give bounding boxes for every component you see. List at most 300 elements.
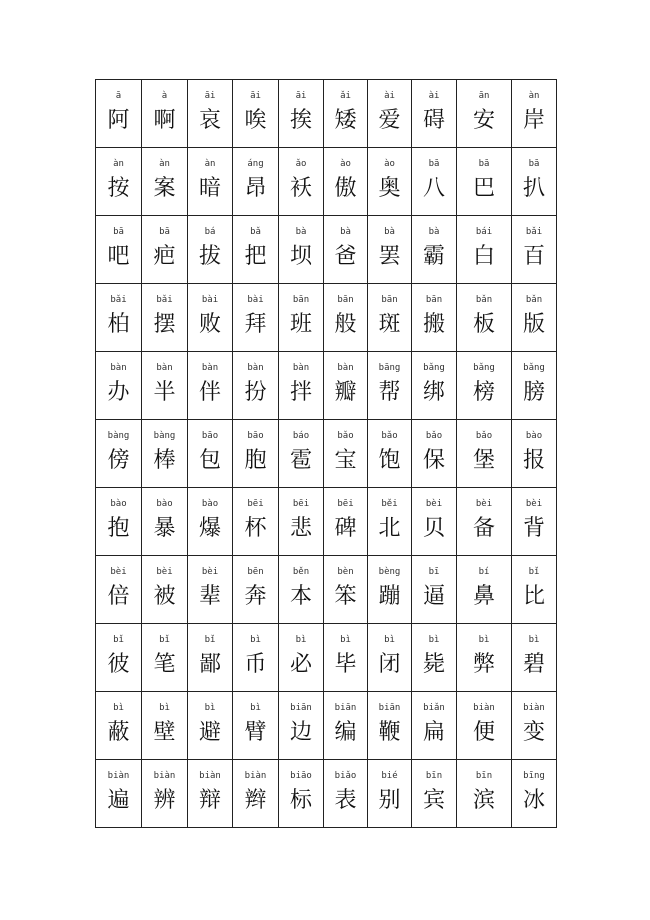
character-cell [142,624,188,692]
character-cell [188,352,233,420]
character-cell [142,692,188,760]
pinyin-label: bà [384,227,395,237]
character-cell [279,216,324,284]
character-cell [142,352,188,420]
character-cell [512,352,557,420]
character-cell [233,216,279,284]
pinyin-label: āi [295,91,307,101]
pinyin-label: ài [384,91,395,101]
pinyin-label: bàn [201,363,219,373]
character-cell [324,488,368,556]
pinyin-label: bā [113,227,124,237]
hanzi-character: 毙 [422,652,445,677]
character-cell [279,420,324,488]
pinyin-label: bǎng [423,363,445,373]
character-cell [324,80,368,148]
hanzi-character: 包 [198,448,221,473]
hanzi-character: 贝 [422,516,445,541]
pinyin-label: biàn [153,771,176,781]
pinyin-label: bā [428,159,440,169]
character-cell [233,760,279,828]
hanzi-character: 摆 [153,312,176,337]
pinyin-label: biàn [199,771,221,781]
character-cell [412,692,457,760]
character-cell [512,284,557,352]
character-cell [96,556,142,624]
table-row [96,420,557,488]
character-cell [324,352,368,420]
character-cell [512,420,557,488]
character-cell [457,148,512,216]
pinyin-label: bì [295,635,307,645]
hanzi-character: 八 [422,176,445,201]
character-cell [233,556,279,624]
pinyin-label: bà [340,227,351,237]
character-cell [188,148,233,216]
pinyin-label: biān [378,703,401,713]
hanzi-character: 阿 [107,108,130,133]
pinyin-label: bèi [475,499,493,509]
character-cell [412,284,457,352]
pinyin-label: bì [478,635,490,645]
hanzi-character: 吧 [107,244,130,269]
hanzi-character: 别 [378,788,401,813]
hanzi-character: 被 [153,584,176,609]
hanzi-character: 按 [107,176,130,201]
hanzi-character: 爸 [334,244,357,269]
character-cell [457,216,512,284]
character-cell [188,556,233,624]
hanzi-character: 倍 [107,584,130,609]
character-cell [188,420,233,488]
character-cell [412,488,457,556]
pinyin-label: àn [113,159,124,169]
hanzi-character: 拌 [289,380,312,405]
character-cell [96,760,142,828]
hanzi-character: 辩 [198,788,221,813]
pinyin-label: bèi [525,499,543,509]
hanzi-character: 挨 [289,108,312,133]
pinyin-label: bā [528,159,540,169]
character-cell [368,352,412,420]
character-cell [512,556,557,624]
character-cell [368,80,412,148]
hanzi-character: 暗 [198,176,221,201]
pinyin-label: bié [381,771,398,781]
pinyin-label: bài [201,295,219,305]
hanzi-character: 辫 [244,788,267,813]
table-row [96,284,557,352]
hanzi-character: 袄 [289,176,312,201]
pinyin-label: biǎn [423,703,445,713]
pinyin-label: bǎng [523,363,545,373]
hanzi-character: 败 [198,312,221,337]
character-cell [412,420,457,488]
hanzi-character: 编 [334,720,357,745]
character-cell [324,284,368,352]
hanzi-character: 边 [289,720,312,745]
pinyin-label: bì [159,703,170,713]
hanzi-character: 便 [472,720,495,745]
pinyin-label: bèn [337,567,354,577]
table-row [96,216,557,284]
hanzi-character: 拜 [244,312,267,337]
hanzi-character: 蹦 [378,584,401,609]
hanzi-character: 碍 [422,108,445,133]
character-cell [279,80,324,148]
hanzi-character: 般 [334,312,357,337]
pinyin-label: bào [525,431,543,441]
hanzi-character: 冰 [522,788,545,813]
pinyin-label: bēi [292,499,310,509]
pinyin-label: bǎo [381,431,398,441]
pinyin-label: bì [113,703,124,713]
hanzi-character: 半 [153,380,176,405]
pinyin-label: ào [340,159,351,169]
pinyin-label: bāo [247,431,264,441]
pinyin-label: bàng [153,431,176,441]
hanzi-character: 雹 [289,448,312,473]
character-cell [368,420,412,488]
character-cell [233,692,279,760]
hanzi-character: 啊 [153,108,176,133]
hanzi-character: 碑 [334,516,357,541]
hanzi-character: 斑 [378,312,401,337]
pinyin-label: bì [528,635,540,645]
pinyin-label: bì [204,703,216,713]
pinyin-label: bāo [201,431,219,441]
pinyin-label: bì [250,703,261,713]
hanzi-character: 备 [472,516,495,541]
character-cell [368,284,412,352]
table-row [96,624,557,692]
hanzi-character: 比 [522,584,545,609]
pinyin-label: ǎi [340,91,351,101]
pinyin-label: àn [528,91,540,101]
hanzi-character: 笨 [334,584,357,609]
hanzi-character: 棒 [153,448,176,473]
character-cell [279,556,324,624]
character-cell [233,488,279,556]
hanzi-character: 杯 [244,516,267,541]
hanzi-character: 案 [153,176,176,201]
character-cell [324,624,368,692]
character-cell [324,148,368,216]
pinyin-label: bān [337,295,354,305]
character-cell [279,692,324,760]
hanzi-character: 币 [244,652,267,677]
character-cell [368,148,412,216]
character-cell [279,760,324,828]
character-cell [324,216,368,284]
character-cell [142,556,188,624]
hanzi-character: 昂 [244,176,267,201]
pinyin-label: báo [292,431,310,441]
hanzi-character: 鞭 [378,720,401,745]
hanzi-character: 本 [289,584,312,609]
pinyin-label: àn [204,159,216,169]
hanzi-character: 巴 [472,176,495,201]
pinyin-label: bái [475,227,493,237]
hanzi-character: 闭 [378,652,401,677]
character-cell [512,624,557,692]
hanzi-character: 避 [198,720,221,745]
character-cell [233,420,279,488]
hanzi-character: 哀 [198,108,221,133]
character-cell [188,284,233,352]
character-cell [96,80,142,148]
table-row [96,488,557,556]
hanzi-character: 背 [522,516,545,541]
hanzi-character: 鄙 [198,652,221,677]
character-cell [142,760,188,828]
pinyin-label: bài [247,295,264,305]
pinyin-label: ài [428,91,440,101]
pinyin-label: bǎi [156,295,173,305]
hanzi-character: 壁 [153,720,176,745]
pinyin-label: bào [201,499,219,509]
character-cell [324,760,368,828]
pinyin-label: biān [334,703,357,713]
pinyin-label: bèi [110,567,127,577]
pinyin-label: biàn [473,703,495,713]
character-cell [279,284,324,352]
pinyin-label: biān [290,703,312,713]
hanzi-character: 悲 [289,516,312,541]
pinyin-label: bā [159,227,170,237]
hanzi-character: 板 [472,312,495,337]
character-cell [412,624,457,692]
pinyin-label: bā [478,159,490,169]
pinyin-label: bǐ [159,635,170,645]
pinyin-label: bāng [378,363,401,373]
hanzi-character: 傲 [334,176,357,201]
pinyin-label: bì [340,635,351,645]
hanzi-character: 胞 [244,448,267,473]
character-cell [188,488,233,556]
hanzi-character: 宾 [422,788,445,813]
hanzi-character: 安 [472,108,495,133]
hanzi-character: 鼻 [472,584,495,609]
hanzi-character: 版 [522,312,545,337]
hanzi-character: 碧 [522,652,545,677]
pinyin-label: bǎng [473,363,495,373]
hanzi-character: 傍 [107,448,130,473]
pinyin-label: bèi [201,567,219,577]
pinyin-label: bǎn [475,295,493,305]
character-cell [412,556,457,624]
table-row [96,148,557,216]
character-cell [457,556,512,624]
hanzi-character: 宝 [334,448,357,473]
character-cell [457,420,512,488]
pinyin-label: bēi [337,499,354,509]
pinyin-label: biāo [290,771,312,781]
hanzi-character: 逼 [422,584,445,609]
hanzi-character: 白 [472,244,495,269]
hanzi-character: 爆 [198,516,221,541]
hanzi-character: 帮 [378,380,401,405]
character-cell [512,80,557,148]
pinyin-label: bàn [247,363,264,373]
hanzi-character: 彼 [107,652,130,677]
hanzi-character: 滨 [472,788,495,813]
pinyin-label: biǎo [334,771,357,781]
character-cell [457,624,512,692]
character-cell [96,488,142,556]
table-row [96,692,557,760]
hanzi-character: 扒 [522,176,545,201]
character-cell [96,624,142,692]
pinyin-label: bīng [523,771,545,781]
character-cell [324,420,368,488]
hanzi-character: 霸 [422,244,445,269]
hanzi-character: 把 [244,244,267,269]
hanzi-character: 搬 [422,312,445,337]
character-cell [142,420,188,488]
character-cell [188,80,233,148]
pinyin-label: bàn [292,363,310,373]
pinyin-label: běn [292,567,310,577]
hanzi-character: 矮 [334,108,357,133]
hanzi-character: 抱 [107,516,130,541]
hanzi-character: 辨 [153,788,176,813]
hanzi-character: 扮 [244,380,267,405]
character-cell [188,216,233,284]
hanzi-character: 奔 [244,584,267,609]
pinyin-label: bàng [107,431,130,441]
pinyin-label: àn [159,159,170,169]
hanzi-character: 必 [289,652,312,677]
character-cell [279,352,324,420]
hanzi-character: 遍 [107,788,130,813]
table-row [96,352,557,420]
pinyin-label: bān [381,295,398,305]
character-cell [368,760,412,828]
character-cell [188,624,233,692]
character-cell [368,624,412,692]
character-cell [233,624,279,692]
character-cell [96,216,142,284]
hanzi-character: 绑 [422,380,445,405]
character-cell [233,148,279,216]
hanzi-character: 百 [522,244,545,269]
hanzi-character: 报 [522,448,545,473]
pinyin-label: bà [295,227,307,237]
pinyin-label: bǎo [337,431,354,441]
hanzi-character: 扁 [422,720,445,745]
character-cell [188,760,233,828]
pinyin-label: biàn [523,703,545,713]
character-cell [368,556,412,624]
hanzi-character: 标 [289,788,312,813]
character-cell [512,692,557,760]
pinyin-label: bào [110,499,127,509]
hanzi-character: 毕 [334,652,357,677]
character-cell [457,80,512,148]
hanzi-character: 班 [289,312,312,337]
pinyin-label: ān [478,91,490,101]
character-cell [142,488,188,556]
hanzi-character: 饱 [378,448,401,473]
character-cell [279,624,324,692]
hanzi-character: 保 [422,448,445,473]
pinyin-label: ǎo [295,159,307,169]
pinyin-label: áng [247,159,264,169]
character-cell [457,488,512,556]
hanzi-character: 罢 [378,244,401,269]
table-row [96,80,557,148]
character-cell [233,284,279,352]
character-cell [324,692,368,760]
hanzi-character: 奥 [378,176,401,201]
hanzi-character: 暴 [153,516,176,541]
pinyin-label: āi [250,91,261,101]
character-cell [368,692,412,760]
hanzi-character: 弊 [472,652,495,677]
pinyin-label: āi [204,91,216,101]
hanzi-character: 拔 [198,244,221,269]
pinyin-label: bào [156,499,173,509]
pinyin-label: bàn [110,363,127,373]
pinyin-label: bá [204,227,216,237]
hanzi-character: 蔽 [107,720,130,745]
character-cell [512,488,557,556]
pinyin-label: bí [478,567,490,577]
character-cell [96,148,142,216]
character-cell [512,760,557,828]
pinyin-label: biàn [244,771,267,781]
character-cell [412,80,457,148]
pinyin-label: bǎo [475,431,493,441]
character-cell [96,284,142,352]
pinyin-label: bǐ [528,567,540,577]
hanzi-character: 瓣 [334,380,357,405]
pinyin-label: bèi [156,567,173,577]
pinyin-label: bàn [337,363,354,373]
hanzi-character: 榜 [472,380,495,405]
pinyin-label: à [161,91,168,101]
hanzi-character: 笔 [153,652,176,677]
character-cell [188,692,233,760]
character-cell [142,284,188,352]
pinyin-label: bīn [475,771,493,781]
pinyin-label: bì [250,635,261,645]
pinyin-label: bǎn [525,295,543,305]
hanzi-character: 办 [107,380,130,405]
table-row [96,556,557,624]
pinyin-character-table [95,79,557,828]
hanzi-character: 北 [378,516,401,541]
character-cell [279,488,324,556]
character-cell [368,488,412,556]
pinyin-label: bān [292,295,310,305]
character-cell [412,760,457,828]
character-cell [412,148,457,216]
pinyin-label: bì [428,635,440,645]
hanzi-character: 岸 [522,108,545,133]
hanzi-character: 疤 [153,244,176,269]
character-cell [279,148,324,216]
pinyin-label: bèi [425,499,443,509]
character-cell [457,284,512,352]
pinyin-label: bēi [247,499,264,509]
hanzi-character: 变 [522,720,545,745]
character-cell [512,148,557,216]
pinyin-label: bēn [247,567,264,577]
hanzi-character: 臂 [244,720,267,745]
pinyin-label: bǎ [250,227,261,237]
